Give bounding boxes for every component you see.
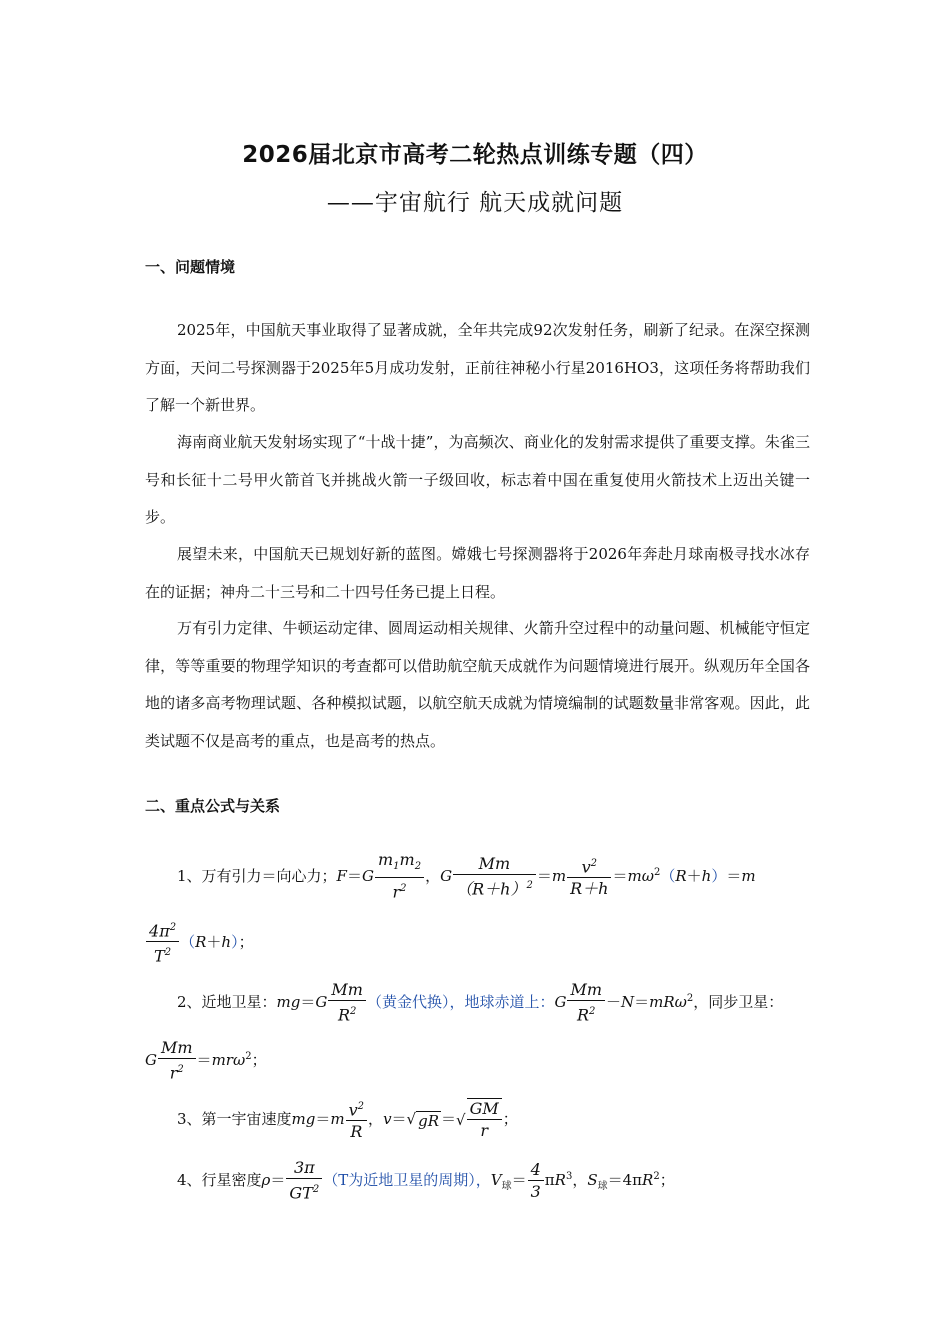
section2-heading: 二、重点公式与关系: [145, 797, 281, 815]
formula-4: 4、行星密度ρ＝ $\frac{3\pi}{GT^2}$ （T为近地卫星的周期），$V_球=$ $\frac{4}{3}$ $\pi R^3$，$S_球=4\pi R^2$；: [177, 1158, 675, 1203]
formula-4-label: 4、行星密度: [177, 1171, 262, 1190]
paragraph-4: 万有引力定律、牛顿运动定律、圆周运动相关规律、火箭升空过程中的动量问题、机械能守恒定律，等等重要的物理学知识的考查都可以借助航空航天成就作为问题情境进行展开。纵观历年全国各地的诸多高考物理试题、各种模拟试题，以航空航天成就为情境编制的试题数量非常客观。因此，此类试题不仅是高考的重点，也是高考的热点。: [145, 619, 810, 750]
formula-4-note: （T为近地卫星的周期），: [323, 1171, 491, 1190]
formula-2-note: （黄金代换），地球赤道上：: [366, 993, 555, 1012]
formula-3: 3、第一宇宙速度mg＝m $\frac{v^2}{R}$ ，v＝√ gR ＝√ $\frac{GM}{r}$ ；: [145, 1097, 815, 1149]
paragraph-3: 展望未来，中国航天已规划好新的蓝图。嫦娥七号探测器将于2026年奔赴月球南极寻找水冰存在的证据；神舟二十三号和二十四号任务已提上日程。: [145, 545, 810, 601]
formula-2-sync: ，同步卫星：: [693, 993, 784, 1012]
formula-2: 2、近地卫星：mg＝G $\frac{Mm}{R^2}$ （黄金代换），地球赤道上：G $\frac{Mm}{R^2}$ －N＝mRω$^2$，同步卫星： G $\frac{Mm}{r^2}$ ＝mrω$^2$；: [145, 980, 784, 1083]
paragraph-1: 2025年，中国航天事业取得了显著成就，全年共完成92次发射任务，刷新了纪录。在深空探测方面，天问二号探测器于2025年5月成功发射，正前往神秘小行星2016HO3，这项任务将帮助我们了解一个新世界。: [145, 321, 810, 414]
formula-1-label: 1、万有引力＝向心力；: [177, 866, 337, 885]
formula-3-label: 3、第一宇宙速度: [177, 1110, 292, 1129]
document-title: 2026届北京市高考二轮热点训练专题（四）: [242, 142, 708, 168]
formula-2-label: 2、近地卫星：: [177, 993, 277, 1012]
paragraph-2: 海南商业航天发射场实现了“十战十捷”，为高频次、商业化的发射需求提供了重要支撑。朱雀三号和长征十二号甲火箭首飞并挑战火箭一子级回收，标志着中国在重复使用火箭技术上迈出关键一步。: [145, 433, 810, 526]
formula-1: 1、万有引力＝向心力；F＝G $\frac{m_1m_2}{r^2}$ ，G $\frac{Mm}{(R+h)^2}$ ＝m $\frac{v^2}{R+h}$ $=m\omega^2(R+h)=m$ $\frac{4\pi^2}{T^2}$ （R＋h）；: [145, 850, 815, 970]
section1-heading: 一、问题情境: [145, 258, 236, 276]
document-subtitle: ——宇宙航行 航天成就问题: [326, 190, 624, 216]
